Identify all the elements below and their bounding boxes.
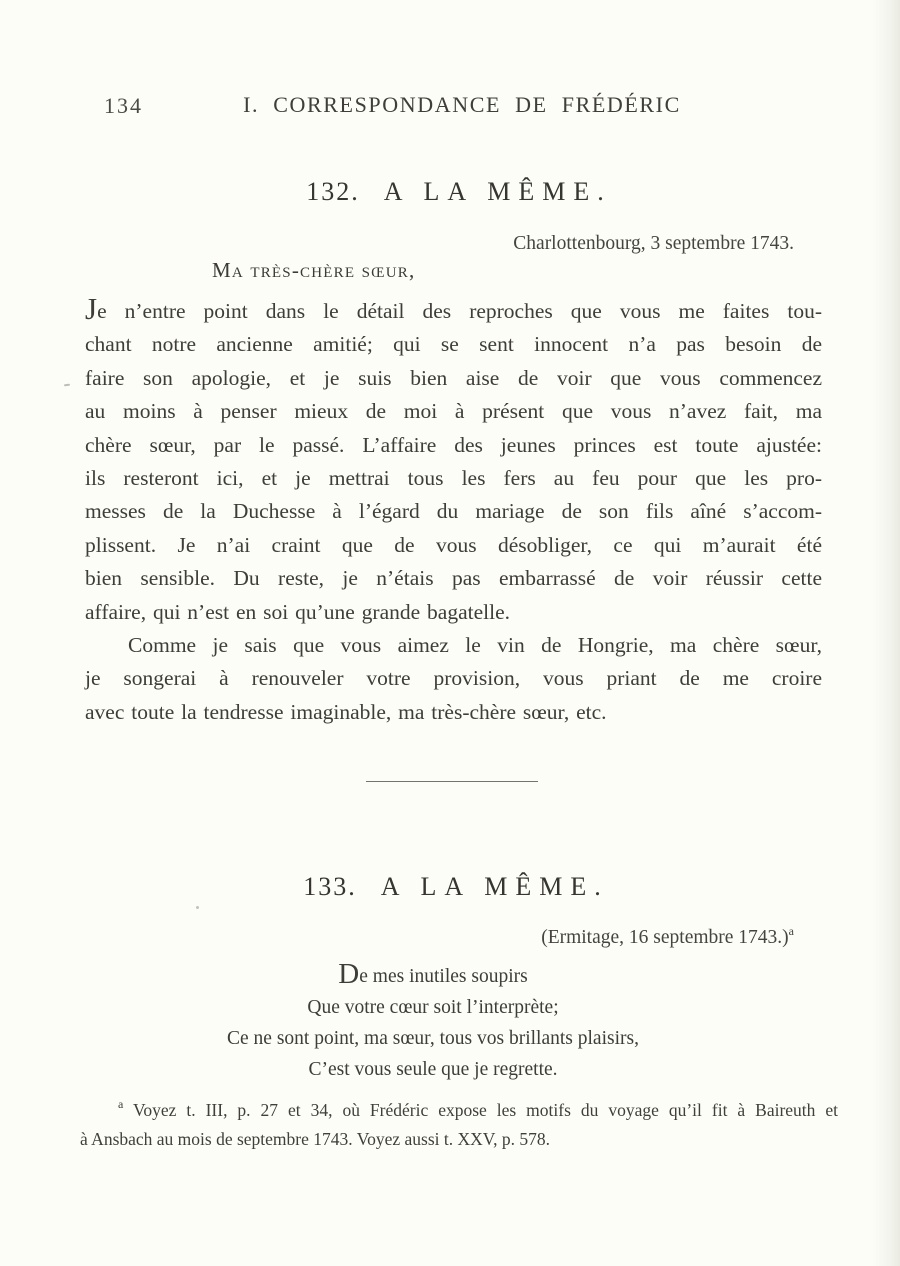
footnote-line: [80, 1096, 838, 1125]
letter-132-salutation: Ma très-chère sœur,: [212, 258, 416, 282]
footnote: [80, 1096, 838, 1153]
letter-132-title: A LA MÊME.: [383, 177, 612, 206]
footnote-reference-mark: a: [788, 923, 794, 938]
page-number: 134: [104, 93, 143, 118]
letter-132-heading: [306, 177, 612, 207]
letter-132-body: [85, 291, 822, 729]
scan-speck: [64, 384, 70, 387]
poem: [83, 958, 783, 1085]
footnote-line: à Ansbach au mois de septembre 1743. Voyez aussi t. XXV, p. 578.: [80, 1128, 551, 1149]
drop-cap-initial: D: [338, 958, 360, 990]
poem-line-text: e mes inutiles soupirs: [359, 966, 528, 987]
body-line: Comme je sais que vous aimez le vin de Hongrie, ma chère sœur,: [128, 633, 822, 658]
running-title: I. CORRESPONDANCE DE FRÉDÉRIC: [243, 92, 681, 117]
poem-line: C’est vous seule que je regrette.: [308, 1059, 558, 1080]
body-line: bien sensible. Du reste, je n’étais pas embarrassé de voir réussir cette: [85, 566, 822, 591]
drop-cap-initial: J: [85, 291, 98, 326]
body-line: chère sœur, par le passé. L’affaire des jeunes princes est toute ajustée:: [85, 432, 822, 457]
body-line: plissent. Je n’ai craint que de vous désobliger, ce qui m’aurait été: [85, 532, 822, 557]
letter-133-title: A LA MÊME.: [380, 872, 609, 901]
footnote-mark: a: [118, 1097, 124, 1112]
letter-132-number: 132.: [306, 177, 360, 206]
body-line: affaire, qui n’est en soi qu’une grande bagatelle.: [85, 599, 511, 624]
poem-line: [83, 958, 783, 992]
scan-speck: [196, 906, 199, 909]
body-line: faire son apologie, et je suis bien aise de voir que vous commencez: [85, 365, 822, 390]
body-line: avec toute la tendresse imaginable, ma très-chère sœur, etc.: [85, 699, 607, 724]
body-line: ils resteront ici, et je mettrai tous les fers au feu pour que les pro-: [85, 466, 822, 491]
section-divider: [366, 781, 538, 782]
body-line: au moins à penser mieux de moi à présent que vous n’avez fait, ma: [85, 399, 822, 424]
letter-133-dateline-text: (Ermitage, 16 septembre 1743.): [541, 927, 789, 948]
body-line: messes de la Duchesse à l’égard du mariage de son fils aîné s’accom-: [85, 499, 822, 524]
letter-133-number: 133.: [303, 872, 357, 901]
body-line: je songerai à renouveler votre provision, vous priant de me croire: [85, 666, 822, 691]
letter-133-heading: [303, 872, 609, 902]
body-line: chant notre ancienne amitié; qui se sent innocent n’a pas besoin de: [85, 332, 822, 357]
scan-edge-shadow: [872, 0, 900, 1266]
poem-line: Que votre cœur soit l’interprète;: [307, 997, 559, 1018]
poem-line: Ce ne sont point, ma sœur, tous vos brillants plaisirs,: [227, 1028, 639, 1049]
letter-132-dateline: Charlottenbourg, 3 septembre 1743.: [513, 233, 794, 254]
body-line-text: e n’entre point dans le détail des reproches que vous me faites tou-: [97, 299, 822, 323]
footnote-line-text: Voyez t. III, p. 27 et 34, où Frédéric expose les motifs du voyage qu’il fit à Baireuth et: [133, 1100, 839, 1120]
body-line: [85, 291, 822, 328]
letter-133-dateline: [541, 923, 794, 949]
